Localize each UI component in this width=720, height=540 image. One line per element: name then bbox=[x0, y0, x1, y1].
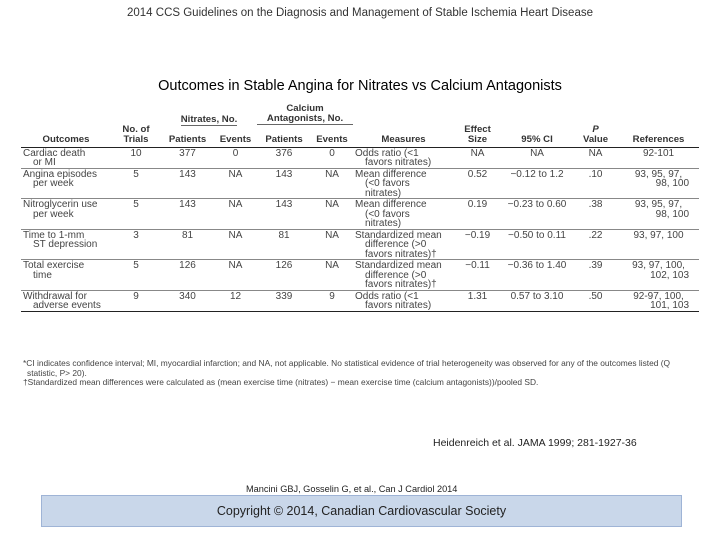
col-header-p-value: P Value bbox=[573, 103, 618, 147]
table-row: Withdrawal for adverse events 9 340 12 339 9 Odds ratio (<1 favors nitrates) 1.31 0.57 to 3.10 .50 92-97, 100, 101, 103 bbox=[21, 290, 699, 311]
col-header-patients-nitrates: Patients bbox=[161, 125, 214, 148]
col-header-effect-size: Effect Size bbox=[454, 103, 501, 147]
table-group-header-row bbox=[21, 103, 699, 125]
slide-header: 2014 CCS Guidelines on the Diagnosis and Management of Stable Ischemia Heart Disease bbox=[126, 7, 593, 19]
col-header-references: References bbox=[618, 125, 699, 148]
footnote-statistic: statistic, P> 20). bbox=[27, 368, 87, 378]
group-header-nitrates: Nitrates, No. bbox=[180, 113, 238, 125]
citation-secondary: Mancini GBJ, Gosselin G, et al., Can J Cardiol 2014 bbox=[246, 484, 458, 494]
outcomes-table bbox=[21, 103, 699, 312]
col-header-events-nitrates: Events bbox=[214, 125, 257, 148]
footnote-standardized: †Standardized mean differences were calculated as (mean exercise time (nitrates) − mean exercise time (calcium antagonists))/pooled SD. bbox=[23, 378, 539, 388]
table-row: Cardiac death or MI 10 377 0 376 0 Odds ratio (<1 favors nitrates) NA NA NA 92-101 bbox=[21, 147, 699, 168]
table-row: Total exercise time 5 126 NA 126 NA Standardized mean difference (>0 favors nitrates)† −0.11 −0.36 to 1.40 .39 93, 97, 100, 102, 103 bbox=[21, 260, 699, 291]
col-header-measures: Measures bbox=[353, 125, 454, 148]
table-row: Nitroglycerin use per week 5 143 NA 143 NA Mean difference (<0 favors nitrates) 0.19 −0.23 to 0.60 .38 93, 95, 97, 98, 100 bbox=[21, 199, 699, 230]
col-header-trials: No. of Trials bbox=[111, 125, 161, 148]
copyright-text: Copyright © 2014, Canadian Cardiovascular Society bbox=[216, 504, 507, 518]
col-header-events-calcium: Events bbox=[311, 125, 353, 148]
slide-title: Outcomes in Stable Angina for Nitrates vs Calcium Antagonists bbox=[158, 78, 562, 94]
table-footnote bbox=[23, 359, 699, 388]
col-header-outcomes: Outcomes bbox=[21, 125, 111, 148]
col-header-patients-calcium: Patients bbox=[257, 125, 311, 148]
footnote-abbreviations: *CI indicates confidence interval; MI, myocardial infarction; and NA, not applicable. No statistical evidence of trial heterogeneity was observed for any of the outcomes listed (Q bbox=[23, 359, 671, 368]
copyright-banner bbox=[41, 495, 682, 527]
citation-primary: Heidenreich et al. JAMA 1999; 281-1927-36 bbox=[433, 437, 637, 449]
col-header-ci: 95% CI bbox=[501, 125, 573, 148]
table-row: Angina episodes per week 5 143 NA 143 NA Mean difference (<0 favors nitrates) 0.52 −0.12 to 1.2 .10 93, 95, 97, 98, 100 bbox=[21, 168, 699, 199]
table-row: Time to 1-mm ST depression 3 81 NA 81 NA Standardized mean difference (>0 favors nitrates)† −0.19 −0.50 to 0.11 .22 93, 97, 100 bbox=[21, 229, 699, 260]
group-header-calcium: Calcium Antagonists, No. bbox=[257, 103, 353, 125]
